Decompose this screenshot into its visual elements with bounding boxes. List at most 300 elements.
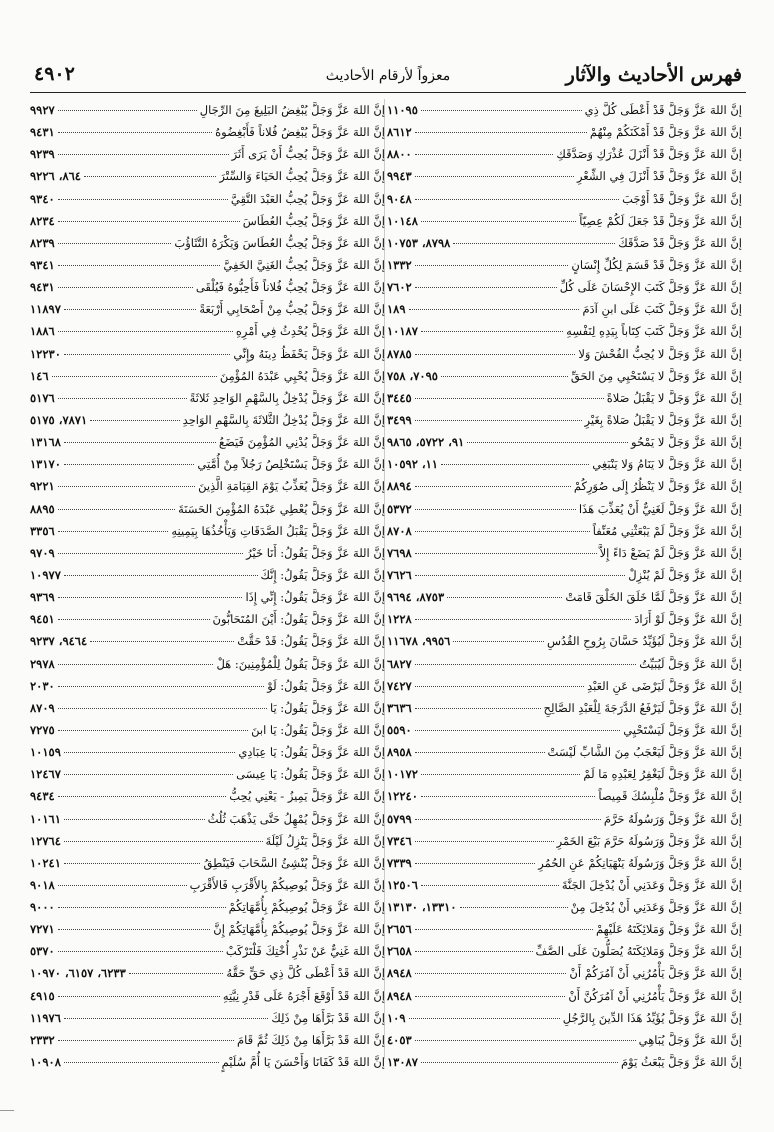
index-entry — [30, 143, 385, 165]
entry-text: إنَّ اللهَ قَدْ كَفَانَا وَأَحْسَنَ يَا أُمَّ سُلَيْمٍ — [221, 1055, 385, 1070]
index-entry — [30, 232, 385, 254]
leader-dots — [460, 907, 568, 908]
leader-dots — [58, 619, 210, 620]
entry-text: إنَّ اللهَ عَزَّ وَجَلَّ وَرَسُولَهُ حَرَّمَ بَيْعَ الخَمْرِ — [556, 833, 742, 848]
entry-text: إنَّ اللهَ عَزَّ وَجَلَّ يُدْخِلُ الثَّلاثَةَ بِالسَّهْمِ الوَاحِدِ — [182, 412, 385, 427]
index-entry — [387, 210, 742, 232]
hadith-number: ١١٠٩٥ — [387, 103, 418, 117]
entry-text: إنَّ اللهَ عَزَّ وَجَلَّ قَدْ أَعْطَى كُلَّ ذِي — [584, 103, 742, 117]
entry-text: إنَّ اللهَ عَزَّ وَجَلَّ وَرَسُولَهُ حَرَّمَ — [603, 811, 742, 826]
leader-dots — [64, 464, 195, 465]
hadith-number: ١٠٩٠٨ — [30, 1055, 61, 1070]
index-entry — [387, 630, 742, 652]
hadith-number: ٧٣٤٦ — [387, 833, 412, 848]
leader-dots — [58, 287, 193, 288]
leader-dots — [415, 132, 587, 133]
index-entry — [387, 320, 742, 342]
hadith-number: ١٠٢٤١ — [30, 855, 61, 870]
section-subtitle: معزواً لأرقام الأحاديث — [325, 68, 451, 84]
leader-dots — [58, 154, 229, 155]
leader-dots — [64, 774, 233, 775]
index-entry — [30, 741, 385, 763]
hadith-number: ٨٨٠٠ — [387, 147, 412, 162]
index-entry — [30, 1007, 385, 1029]
index-entry — [30, 985, 385, 1007]
entry-text: إنَّ اللهَ عَزَّ وَجَلَّ وَعَدَنِي أَنْ يُدْخِلَ الجَنَّةَ — [561, 877, 742, 892]
entry-text: إنَّ اللهَ عَزَّ وَجَلَّ يَقُولُ: قَدْ حَقَّتْ — [237, 634, 385, 649]
entry-text: إنَّ اللهَ عَزَّ وَجَلَّ لَمَّا خَلَقَ الخَلْقَ قَامَتْ — [565, 590, 742, 605]
index-entry — [387, 985, 742, 1007]
hadith-number: ٩١، ٥٧٢٢، ٩٨٦٥ — [387, 435, 465, 450]
hadith-number: ٢٦٥٨ — [387, 944, 412, 959]
hadith-number: ٩٩٢٧ — [30, 103, 55, 117]
entry-text: إنَّ اللهَ عَزَّ وَجَلَّ لَمْ يَضَعْ دَاءً إِلاَّ — [599, 545, 742, 560]
hadith-number: ٨٧٥٣، ٩٦٩٤ — [387, 590, 445, 605]
leader-dots — [415, 752, 545, 753]
index-entry — [30, 431, 385, 453]
index-entry — [30, 542, 385, 564]
index-entry — [30, 918, 385, 940]
book-title: فهرس الأحاديث والآثار — [565, 64, 742, 86]
leader-dots — [415, 176, 574, 177]
index-entry — [30, 188, 385, 210]
hadith-number: ٧٣٣٩ — [387, 855, 412, 870]
leader-dots — [58, 531, 169, 532]
entry-text: إنَّ اللهَ عَزَّ وَجَلَّ يُحْدِثُ فِي أَمْرِهِ — [235, 324, 385, 339]
entry-text: إنَّ اللهَ عَزَّ وَجَلَّ يُنْشِئُ السَّحَابَ فَيَنْطِقُ — [203, 855, 385, 870]
index-entry — [387, 409, 742, 431]
entry-text: إنَّ اللهَ عَزَّ وَجَلَّ لَوْ أَرَادَ — [634, 612, 742, 627]
index-entry — [387, 675, 742, 697]
hadith-number: ٩٧٠٩ — [30, 545, 55, 560]
leader-dots — [64, 863, 201, 864]
index-entry — [30, 453, 385, 475]
index-entry — [387, 1007, 742, 1029]
leader-dots — [415, 730, 621, 731]
index-entry — [30, 763, 385, 785]
index-entry — [30, 719, 385, 741]
entry-text: إنَّ اللهَ عَزَّ وَجَلَّ لا يَمْحُو — [631, 435, 742, 450]
leader-dots — [58, 708, 267, 709]
hadith-number: ١٠١٧٢ — [387, 767, 418, 782]
hadith-number: ٨٩٤٨ — [387, 966, 412, 981]
leader-dots — [58, 486, 195, 487]
index-entry — [387, 1029, 742, 1051]
entry-text: إنَّ اللهَ عَزَّ وَجَلَّ لَيَرْفَعُ الدَّرَجَةَ لِلْعَبْدِ الصَّالِحِ — [543, 700, 742, 715]
hadith-number: ٧٦٩٨ — [387, 545, 412, 560]
leader-dots — [58, 509, 175, 510]
hadith-number: ٣٣٥٦ — [30, 523, 55, 538]
entry-text: إنَّ اللهَ عَزَّ وَجَلَّ لا يَسْتَحْيِي مِنَ الحَقِّ — [570, 368, 742, 383]
index-entry — [387, 586, 742, 608]
index-entry — [387, 387, 742, 409]
leader-dots — [415, 265, 569, 266]
page-number: ٤٩٠٢ — [34, 63, 75, 85]
index-entry — [30, 808, 385, 830]
index-entry — [387, 475, 742, 497]
hadith-number: ٧٢٧٥ — [30, 722, 55, 737]
entry-text: إنَّ اللهَ عَزَّ وَجَلَّ لا يَقْبَلُ صَلاةً بِغَيْرِ — [584, 412, 742, 427]
leader-dots — [58, 796, 227, 797]
index-entry — [387, 940, 742, 962]
leader-dots — [421, 1062, 618, 1063]
hadith-number: ٩٠١٨ — [30, 877, 55, 892]
leader-dots — [415, 154, 554, 155]
hadith-number: ١٠١٨٧ — [387, 324, 418, 339]
index-entry — [30, 630, 385, 652]
leader-dots — [409, 309, 580, 310]
hadith-number: ٨٧٨٥ — [387, 346, 412, 361]
entry-text: إنَّ اللهَ عَزَّ وَجَلَّ لَغَنِيٌّ أَنْ يُعَذِّبَ هَذَا — [578, 501, 742, 516]
hadith-number: ٨٨٩٤ — [387, 479, 412, 494]
entry-text: إنَّ اللهَ عَزَّ وَجَلَّ لَمْ يُنْزِلْ — [628, 567, 742, 582]
index-entry — [387, 874, 742, 896]
entry-text: إنَّ اللهَ عَزَّ وَجَلَّ يَقُولُ: إِنَّكَ — [260, 567, 385, 582]
index-entry — [30, 852, 385, 874]
hadith-number: ٩٤٦٤، ٩٢٣٧ — [30, 634, 88, 649]
hadith-number: ٩٣٤١ — [30, 257, 55, 272]
entry-text: إنَّ اللهَ عَزَّ وَجَلَّ لَيَغْفِرُ لِعَبْدِهِ مَا لَمْ — [583, 767, 742, 782]
leader-dots — [58, 199, 228, 200]
index-entry — [30, 675, 385, 697]
index-entry — [387, 298, 742, 320]
entry-text: إنَّ اللهَ عَزَّ وَجَلَّ قَدْ أَمْكَنَكُمْ مِنْهُمْ — [589, 125, 742, 140]
leader-dots — [64, 819, 205, 820]
hadith-number: ٨٢٣٤ — [30, 213, 55, 228]
index-entry — [30, 99, 385, 121]
entry-text: إنَّ اللهَ عَزَّ وَجَلَّ يَقُولُ: يَا عِيسَى — [236, 767, 385, 782]
leader-dots — [58, 885, 187, 886]
index-entry — [387, 763, 742, 785]
index-entry — [387, 431, 742, 453]
hadith-number: ١٢٢٣٠ — [30, 346, 61, 361]
entry-text: إنَّ اللهَ عَزَّ وَجَلَّ مُلْبِسُكَ قَمِيصاً — [598, 789, 742, 804]
hadith-number: ١٨٨٦ — [30, 324, 55, 339]
hadith-number: ٢٦٥٦ — [387, 922, 412, 937]
hadith-number: ٥٣٧٢ — [387, 501, 412, 516]
leader-dots — [64, 309, 196, 310]
hadith-number: ١٠٩٧٧ — [30, 567, 61, 582]
index-entry — [387, 896, 742, 918]
index-entry — [30, 608, 385, 630]
entry-text: إنَّ اللهَ عَزَّ وَجَلَّ يَقُولُ: أَيْنَ المُتَحَابُّونَ — [212, 612, 385, 627]
hadith-number: ١٢٥٠٦ — [387, 877, 418, 892]
leader-dots — [415, 973, 567, 974]
index-entry — [30, 653, 385, 675]
leader-dots — [447, 597, 562, 598]
entry-text: إنَّ اللهَ عَزَّ وَجَلَّ يُحِبُّ مِنْ أَصْحَابِي أَرْبَعَةً — [199, 302, 385, 317]
leader-dots — [415, 486, 571, 487]
hadith-number: ١٠٩ — [387, 1010, 406, 1025]
hadith-number: ٧٦٢٦ — [387, 567, 412, 582]
entry-text: إنَّ اللهَ عَزَّ وَجَلَّ يُؤَيِّدُ هَذَا الدِّينَ بِالرَّجُلِ — [562, 1010, 742, 1025]
index-entry — [387, 852, 742, 874]
hadith-number: ٨٧٩٨، ١٠٧٥٣ — [387, 235, 451, 250]
hadith-number: ٩٤٣١ — [30, 280, 55, 295]
leader-dots — [64, 752, 235, 753]
hadith-number: ٣٤٤٥ — [387, 390, 412, 405]
hadith-number: ٩٩٥٦، ١١٦٧٨ — [387, 634, 451, 649]
entry-text: إنَّ اللهَ عَزَّ وَجَلَّ يُعْطِي عَبْدَهُ المُؤْمِنَ الحَسَنَةَ — [178, 501, 385, 516]
hadith-number: ١٠١٥٩ — [30, 745, 61, 760]
index-entry — [30, 874, 385, 896]
leader-dots — [421, 110, 582, 111]
index-entry — [387, 697, 742, 719]
entry-text: إنَّ اللهَ قَدْ أَعْطَى كُلَّ ذِي حَقٍّ حَقَّهُ — [226, 966, 385, 981]
leader-dots — [58, 951, 223, 952]
hadith-number: ١٣١٦٨ — [30, 435, 61, 450]
leader-dots — [415, 1040, 636, 1041]
hadith-number: ٧٦٠٢ — [387, 280, 412, 295]
index-entry — [387, 232, 742, 254]
entry-text: إنَّ اللهَ عَزَّ وَجَلَّ لا يَقْبَلُ صَلاةً — [606, 390, 742, 405]
leader-dots — [415, 996, 566, 997]
entry-text: إنَّ اللهَ عَزَّ وَجَلَّ لَيُؤَيِّدُ حَسَّانَ بِرُوحِ القُدُسِ — [546, 634, 742, 649]
entry-text: إنَّ اللهَ عَزَّ وَجَلَّ قَدْ صَدَّقَكَ — [618, 235, 742, 250]
entry-text: إنَّ اللهَ عَزَّ وَجَلَّ يُحِبُّ العَبْدَ التَّقِيَّ — [230, 191, 385, 206]
hadith-number: ٨٦١٢ — [387, 125, 412, 140]
entry-text: إنَّ اللهَ عَزَّ وَجَلَّ يُدْخِلُ بِالسَّهْمِ الوَاحِدِ ثَلاثَةً — [189, 390, 385, 405]
hadith-number: ٨٦٤، ٩٢٢٦ — [30, 169, 81, 184]
index-entry — [30, 940, 385, 962]
index-entry — [387, 741, 742, 763]
leader-dots — [415, 708, 541, 709]
index-entry — [30, 962, 385, 984]
entry-text: إنَّ اللهَ عَزَّ وَجَلَّ لَمْ يَبْعَثْنِي مُعَنِّفاً — [592, 523, 742, 538]
index-entry — [30, 830, 385, 852]
index-entry — [30, 785, 385, 807]
entry-text: إنَّ اللهَ عَزَّ وَجَلَّ وَعَدَنِي أَنْ يُدْخِلَ مِنْ — [570, 900, 742, 915]
leader-dots — [129, 973, 224, 974]
hadith-number: ٩٢٣٩ — [30, 147, 55, 162]
index-entry — [30, 409, 385, 431]
hadith-number: ٨٢٣٩ — [30, 235, 55, 250]
index-entry — [387, 918, 742, 940]
hadith-number: ٨٧٠٩ — [30, 700, 55, 715]
index-entry — [387, 808, 742, 830]
leader-dots — [58, 243, 172, 244]
entry-text: إنَّ اللهَ عَزَّ وَجَلَّ قَدْ أَنْزَلَ عُذْرَكِ وَصَدَّقَكِ — [556, 147, 742, 162]
hadith-number: ١٢٧٦٤ — [30, 833, 61, 848]
leader-dots — [58, 110, 197, 111]
index-entry — [30, 276, 385, 298]
hadith-number: ٤٠٥٣ — [387, 1032, 412, 1047]
hadith-number: ١١، ١٠٥٩٢ — [387, 457, 438, 472]
entry-text: إنَّ اللهَ عَزَّ وَجَلَّ يُعَذِّبُ يَوْمَ القِيَامَةِ الَّذِينَ — [198, 479, 385, 494]
entry-text: إنَّ اللهَ عَزَّ وَجَلَّ يَقُولُ لِلْمُؤْمِنِينَ: هَلْ — [216, 656, 385, 671]
hadith-number: ٧٨٧١، ٥١٧٥ — [30, 412, 88, 427]
index-entry — [30, 697, 385, 719]
index-entry — [30, 520, 385, 542]
hadith-number: ٤٩١٥ — [30, 988, 55, 1003]
entry-text: إنَّ اللهَ عَزَّ وَجَلَّ يَأْمُرُنِي أَنْ آمُرَكُنَّ أَنْ — [568, 988, 742, 1003]
leader-dots — [58, 265, 221, 266]
leader-dots — [421, 885, 559, 886]
leader-dots — [90, 641, 234, 642]
entry-text: إنَّ اللهَ عَزَّ وَجَلَّ يُحِبُّ الحَيَاءَ وَالسِّتْرَ — [219, 169, 385, 184]
leader-dots — [421, 331, 563, 332]
entry-text: إنَّ اللهَ عَزَّ وَجَلَّ قَدْ أَنْزَلَ فِي الشِّعْرِ — [576, 169, 742, 184]
hadith-number: ٨٧٠٨ — [387, 523, 412, 538]
index-entry — [387, 962, 742, 984]
leader-dots — [441, 464, 589, 465]
entry-text: إنَّ اللهَ عَزَّ وَجَلَّ يَبْعَثُ يَوْمَ — [621, 1055, 742, 1070]
hadith-number: ١٢٢٤٠ — [387, 789, 418, 804]
index-entry — [387, 343, 742, 365]
index-entry — [30, 343, 385, 365]
index-entry — [387, 143, 742, 165]
entry-text: إنَّ اللهَ عَزَّ وَجَلَّ لا يَنْظُرُ إِلَى صُوَرِكُمْ — [573, 479, 742, 494]
hadith-number: ١٠١٦١ — [30, 811, 61, 826]
index-entry — [30, 298, 385, 320]
entry-text: إنَّ اللهَ عَزَّ وَجَلَّ وَمَلائِكَتَهُ عَلَيْهِمْ — [595, 922, 742, 937]
leader-dots — [441, 376, 568, 377]
index-entry — [30, 1051, 385, 1073]
index-entry — [30, 210, 385, 232]
hadith-number: ١١٨٩٧ — [30, 302, 61, 317]
hadith-number: ٩٤٣٤ — [30, 789, 55, 804]
index-entry — [30, 121, 385, 143]
leader-dots — [415, 619, 632, 620]
entry-text: إنَّ اللهَ عَزَّ وَجَلَّ يَحْفَظُ دِينَهُ وإِنِّي — [233, 346, 385, 361]
index-entry — [30, 165, 385, 187]
hadith-number: ١٣١٧٠ — [30, 457, 61, 472]
leader-dots — [409, 1018, 560, 1019]
leader-dots — [58, 996, 220, 997]
index-entry — [387, 165, 742, 187]
leader-dots — [415, 287, 557, 288]
hadith-number: ٥١٧٦ — [30, 390, 55, 405]
index-entry — [387, 276, 742, 298]
entry-text: إنَّ اللهَ عَزَّ وَجَلَّ يَقُولُ: إِنِّي إِذَا — [245, 590, 385, 605]
index-entry — [30, 254, 385, 276]
hadith-number: ١٨٩ — [387, 302, 406, 317]
leader-dots — [64, 575, 258, 576]
entry-text: إنَّ اللهَ عَزَّ وَجَلَّ يُوصِيكُمْ بِأُمَّهَاتِكُمْ إِنَّ — [213, 922, 385, 937]
entry-text: إنَّ اللهَ عَزَّ وَجَلَّ قَدْ جَعَلَ لَكُمْ عِصِيّاً — [579, 213, 742, 228]
entry-text: إنَّ اللهَ عَزَّ وَجَلَّ لَيَسْتَحْيِي — [623, 722, 742, 737]
hadith-number: ٣٦٣٦ — [387, 700, 412, 715]
entry-text: إنَّ اللهَ عَزَّ وَجَلَّ يُحْيِي عَبْدَهُ المُؤْمِنَ — [219, 368, 385, 383]
entry-text: إنَّ اللهَ عَزَّ وَجَلَّ وَمَلائِكَتَهُ يُصَلُّونَ عَلَى الصَّفِّ — [535, 944, 742, 959]
index-entry — [30, 365, 385, 387]
leader-dots — [415, 841, 554, 842]
leader-dots — [415, 575, 626, 576]
entry-text: إنَّ اللهَ غَنِيٌّ عَنْ نَذْرِ أُخْتِكَ فَلْتَرْكَبْ — [225, 944, 385, 959]
leader-dots — [58, 1040, 234, 1041]
entry-text: إنَّ اللهَ عَزَّ وَجَلَّ يَقْبَلُ الصَّدَقَاتِ وَيَأْخُذُهَا بِيَمِينِهِ — [171, 523, 385, 538]
page-header — [30, 58, 746, 93]
index-entry — [387, 99, 742, 121]
index-entry — [30, 498, 385, 520]
hadith-number: ٥٥٩٠ — [387, 722, 412, 737]
hadith-number: ٥٣٧٠ — [30, 944, 55, 959]
leader-dots — [58, 730, 248, 731]
index-entry — [387, 498, 742, 520]
leader-dots — [415, 819, 601, 820]
leader-dots — [415, 509, 576, 510]
hadith-number: ١٣٣٢ — [387, 257, 412, 272]
leader-dots — [415, 951, 533, 952]
leader-dots — [52, 376, 217, 377]
hadith-number: ٩٣٦٩ — [30, 590, 55, 605]
hadith-number: ٣٤٩٩ — [387, 412, 412, 427]
leader-dots — [58, 398, 187, 399]
hadith-number: ٩٩٤٣ — [387, 169, 412, 184]
entry-text: إنَّ اللهَ عَزَّ وَجَلَّ يُبْغِضُ البَلِيغَ مِنَ الرِّجَالِ — [199, 103, 385, 117]
entry-text: إنَّ اللهَ عَزَّ وَجَلَّ يُوصِيكُمْ بِأُمَّهَاتِكُمْ — [228, 900, 385, 915]
index-entry — [387, 830, 742, 852]
leader-dots — [58, 686, 264, 687]
leader-dots — [421, 221, 576, 222]
hadith-number: ٢٩٧٨ — [30, 656, 55, 671]
hadith-number: ٨٩٥٨ — [387, 745, 412, 760]
entry-text: إنَّ اللهَ عَزَّ وَجَلَّ يُمْهِلُ حَتَّى يَذْهَبَ ثُلُثُ — [207, 811, 385, 826]
leader-dots — [64, 1062, 219, 1063]
entry-text: إنَّ اللهَ عَزَّ وَجَلَّ لَيُبَيِّتُ — [639, 656, 742, 671]
hadith-number: ٦٢٣٣، ٦١٥٧، ١٠٩٧٠ — [30, 966, 126, 981]
hadith-number: ٦٨٢٧ — [387, 656, 412, 671]
hadith-number: ٩٣٤٠ — [30, 191, 55, 206]
entry-text: إنَّ اللهَ عَزَّ وَجَلَّ قَدْ أَوْجَبَ — [622, 191, 742, 206]
entry-text: إنَّ اللهَ عَزَّ وَجَلَّ يَقُولُ: أَنَا خَيْرُ — [246, 545, 385, 560]
leader-dots — [58, 907, 226, 908]
entry-text: إنَّ اللهَ عَزَّ وَجَلَّ يَمِيزُ - يَعْنِي يُحِبُّ — [229, 789, 385, 804]
index-entry — [387, 254, 742, 276]
leader-dots — [415, 553, 597, 554]
entry-text: إنَّ اللهَ عَزَّ وَجَلَّ وَرَسُولَهُ يَنْهَيَانِكُمْ عَنِ الحُمُرِ — [538, 855, 742, 870]
entry-text: إنَّ اللهَ قَدْ بَرَّأَهَا مِنْ ذَلِكَ — [271, 1010, 385, 1025]
index-entry — [387, 453, 742, 475]
index-entry — [30, 475, 385, 497]
hadith-number: ٩٤٣١ — [30, 125, 55, 140]
hadith-number: ٩٤٥١ — [30, 612, 55, 627]
leader-dots — [453, 641, 544, 642]
leader-dots — [415, 686, 584, 687]
entry-text: إنَّ اللهَ عَزَّ وَجَلَّ يَنْزِلُ لَيْلَةَ — [265, 833, 385, 848]
hadith-number: ١٢٢٨ — [387, 612, 412, 627]
index-entry — [387, 608, 742, 630]
hadith-number: ١٤٦ — [30, 368, 49, 383]
index-entry — [387, 785, 742, 807]
leader-dots — [58, 331, 233, 332]
entry-text: إنَّ اللهَ عَزَّ وَجَلَّ يُحِبُّ أَنْ يَرَى أَثَرَ — [231, 147, 385, 162]
index-entry — [30, 586, 385, 608]
index-entry — [387, 520, 742, 542]
entry-text: إنَّ اللهَ عَزَّ وَجَلَّ يَقُولُ: يَا ابنَ — [251, 722, 385, 737]
entry-text: إنَّ اللهَ عَزَّ وَجَلَّ لا يَنَامُ وَلا يَنْبَغِي — [592, 457, 742, 472]
index-entry — [30, 896, 385, 918]
hadith-number: ١١٩٧٦ — [30, 1010, 61, 1025]
hadith-number: ٨٩٤٨ — [387, 988, 412, 1003]
entry-text: إنَّ اللهَ عَزَّ وَجَلَّ لَيَعْجَبُ مِنَ الشَّابِّ لَيْسَتْ — [547, 745, 742, 760]
hadith-number: ١٠١٤٨ — [387, 213, 418, 228]
entry-text: إنَّ اللهَ عَزَّ وَجَلَّ يُحِبُّ العُطَاسَ وَيَكْرَهُ التَّثَاؤُبَ — [174, 235, 385, 250]
hadith-number: ٧٤٢٧ — [387, 678, 412, 693]
entry-text: إنَّ اللهَ عَزَّ وَجَلَّ يَأْمُرُنِي أَنْ آمُرَكُمْ أَنْ — [569, 966, 742, 981]
leader-dots — [421, 774, 581, 775]
hadith-number: ٩٢٢١ — [30, 479, 55, 494]
leader-dots — [90, 420, 180, 421]
entry-text: إنَّ اللهَ عَزَّ وَجَلَّ يَقُولُ: يَا — [269, 700, 385, 715]
leader-dots — [84, 176, 216, 177]
index-entry — [387, 188, 742, 210]
leader-dots — [415, 863, 536, 864]
entry-text: إنَّ اللهَ عَزَّ وَجَلَّ يُبَاهِي — [638, 1032, 742, 1047]
hadith-number: ٢٠٣٠ — [30, 678, 55, 693]
index-entry — [30, 387, 385, 409]
leader-dots — [64, 841, 263, 842]
